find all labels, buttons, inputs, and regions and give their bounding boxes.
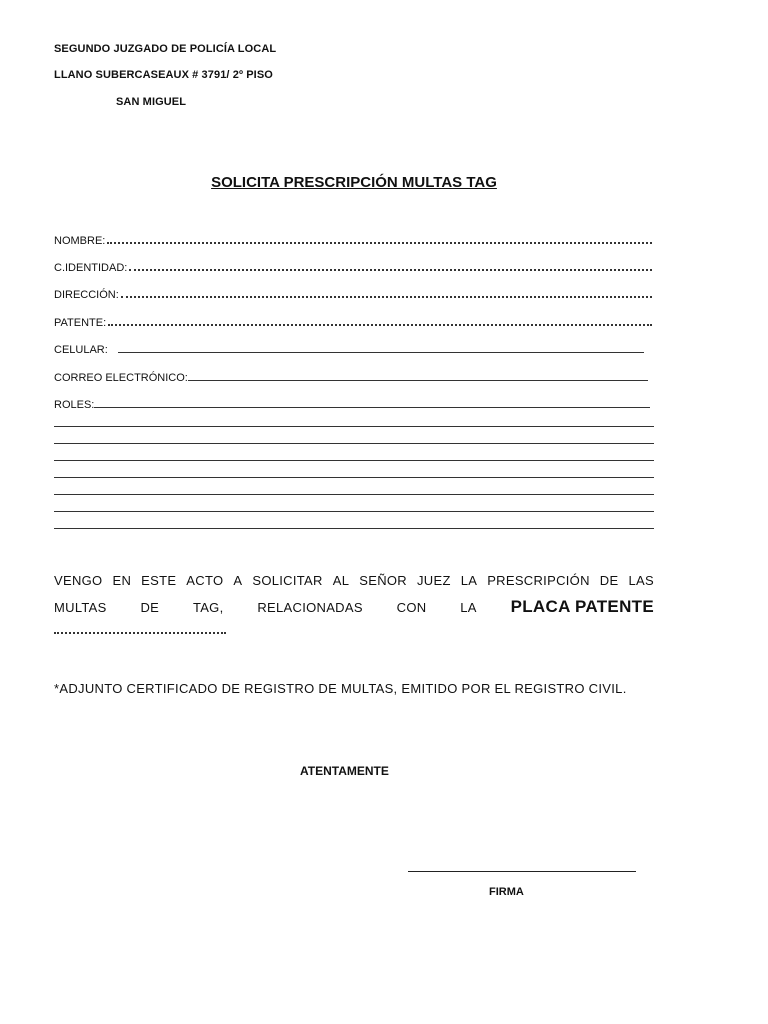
word: JUEZ (416, 573, 451, 588)
field-label: CORREO ELECTRÓNICO: (54, 372, 188, 384)
word: LA (460, 600, 477, 615)
word: SOLICITAR (252, 573, 323, 588)
field-label: C.IDENTIDAD: (54, 262, 128, 274)
word: TAG, (192, 600, 224, 615)
fill-solid-line (94, 406, 650, 408)
word: PRESCRIPCIÓN (487, 573, 590, 588)
attachment-note: *ADJUNTO CERTIFICADO DE REGISTRO DE MULTAS, EMITIDO POR EL REGISTRO CIVIL. (54, 681, 627, 696)
fill-dotted-line (108, 322, 652, 326)
placa-patente-label: PLACA PATENTE (510, 597, 654, 616)
word: DE (140, 600, 160, 615)
roles-line[interactable] (54, 494, 654, 495)
field-identidad[interactable] (54, 258, 654, 274)
roles-line[interactable] (54, 511, 654, 512)
field-label: CELULAR: (54, 344, 108, 356)
request-line-3[interactable] (54, 621, 654, 639)
request-paragraph (54, 568, 654, 639)
roles-line[interactable] (54, 426, 654, 427)
court-address: LLANO SUBERCASEAUX # 3791/ 2º PISO (54, 69, 273, 81)
roles-line[interactable] (54, 460, 654, 461)
word: EN (112, 573, 132, 588)
roles-line[interactable] (54, 528, 654, 529)
field-label: ROLES: (54, 399, 95, 411)
word: CON (396, 600, 427, 615)
roles-line[interactable] (54, 443, 654, 444)
word: DE (599, 573, 619, 588)
word: ESTE (141, 573, 177, 588)
form-title: SOLICITA PRESCRIPCIÓN MULTAS TAG (211, 174, 497, 191)
field-roles[interactable] (54, 395, 650, 411)
plate-fill-dotted-line[interactable] (54, 626, 226, 634)
court-name: SEGUNDO JUZGADO DE POLICÍA LOCAL (54, 43, 277, 55)
field-patente[interactable] (54, 313, 654, 329)
word: MULTAS (54, 600, 107, 615)
word: ACTO (186, 573, 224, 588)
word: AL (332, 573, 350, 588)
word: VENGO (54, 573, 103, 588)
field-nombre[interactable] (54, 231, 654, 247)
request-line-2 (54, 594, 654, 621)
signature-label: FIRMA (489, 886, 524, 898)
field-label: DIRECCIÓN: (54, 289, 119, 301)
fill-solid-line (188, 379, 648, 381)
roles-line[interactable] (54, 477, 654, 478)
word: RELACIONADAS (257, 600, 363, 615)
fill-dotted-line (121, 294, 652, 298)
closing-text: ATENTAMENTE (300, 764, 389, 778)
word: LA (460, 573, 478, 588)
court-city: SAN MIGUEL (116, 96, 187, 108)
field-label: NOMBRE: (54, 235, 106, 247)
word: LAS (628, 573, 654, 588)
request-line-1 (54, 568, 654, 594)
signature-line[interactable] (408, 871, 636, 872)
field-correo[interactable] (54, 368, 648, 384)
word: SEÑOR (359, 573, 407, 588)
fill-solid-line (118, 351, 644, 353)
field-direccion[interactable] (54, 285, 654, 301)
field-celular[interactable] (54, 340, 644, 356)
field-label: PATENTE: (54, 317, 107, 329)
fill-dotted-line (107, 240, 652, 244)
word: A (233, 573, 243, 588)
fill-dotted-line (129, 267, 652, 271)
